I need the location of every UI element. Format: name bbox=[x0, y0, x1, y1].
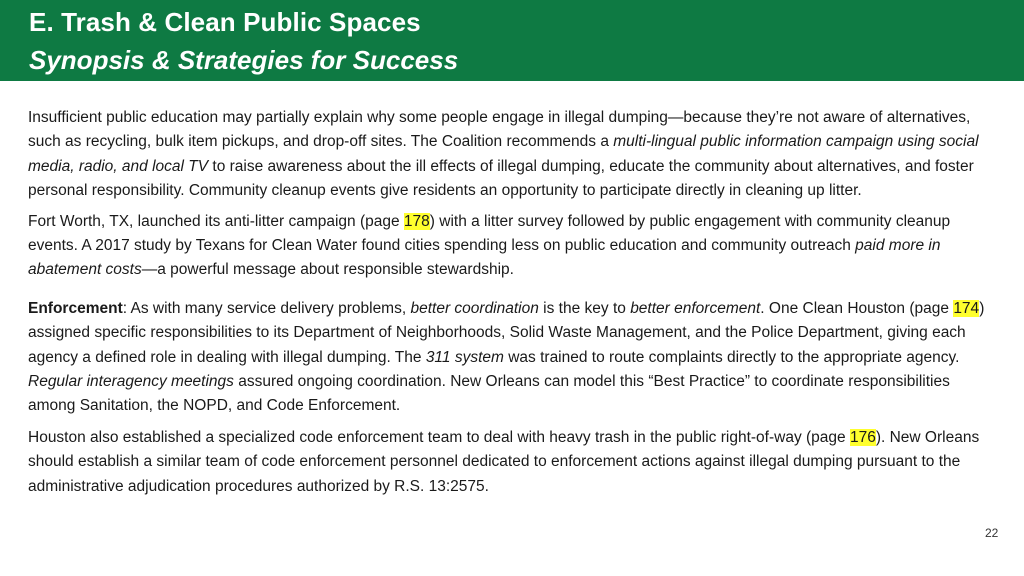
text-run: ). New Orleans should establish a similar team of code enforcement personnel dedicated to enforcement actions against illegal dumping pursuant to the administrative adjudication procedures authorized by R.S. 13:2575. bbox=[28, 428, 980, 495]
enforcement-label: Enforcement bbox=[28, 299, 123, 317]
slide-title: E. Trash & Clean Public Spaces bbox=[29, 7, 421, 37]
page-reference-highlight: 174 bbox=[953, 299, 980, 317]
emphasis-311: 311 system bbox=[425, 348, 504, 366]
text-run: —a powerful message about responsible stewardship. bbox=[141, 261, 514, 279]
slide-subtitle: Synopsis & Strategies for Success bbox=[29, 45, 459, 75]
text-run: Houston also established a specialized code enforcement team to deal with heavy trash in the public right-of-way (page bbox=[28, 428, 850, 446]
slide-body bbox=[28, 106, 988, 499]
text-run: . One Clean Houston (page bbox=[760, 299, 954, 317]
paragraph-enforcement bbox=[28, 297, 988, 419]
emphasis-abatement: paid more in abatement costs bbox=[28, 237, 941, 279]
paragraph-fort-worth bbox=[28, 210, 988, 283]
emphasis-meetings: Regular interagency meetings bbox=[28, 373, 234, 391]
text-run: assured ongoing coordination. New Orleans can model this “Best Practice” to coordinate responsibilities among Sanitation, the NOPD, and Code Enforcement. bbox=[28, 373, 950, 415]
title-banner bbox=[0, 0, 1024, 81]
page-number: 22 bbox=[985, 526, 999, 540]
text-run: Fort Worth, TX, launched its anti-litter campaign (page bbox=[28, 212, 404, 230]
text-run: ) assigned specific responsibilities to its Department of Neighborhoods, Solid Waste Management, and the Police Department, giving each agency a defined role in dealing with illegal dumping. The bbox=[28, 299, 985, 366]
emphasis-campaign: multi-lingual public information campaign using social media, radio, and local TV bbox=[28, 133, 979, 175]
emphasis-coordination: better coordination bbox=[410, 299, 539, 317]
emphasis-enforcement: better enforcement bbox=[630, 299, 761, 317]
text-run: was trained to route complaints directly to the appropriate agency. bbox=[503, 348, 960, 366]
text-run: ) with a litter survey followed by public engagement with community cleanup events. A 2017 study by Texans for Clean Water found cities spending less on public education and community outreach bbox=[28, 212, 951, 255]
text-run: Insufficient public education may partially explain why some people engage in illegal dumping—because they’re not aware of alternatives, such as recycling, bulk item pickups, and drop-off sites. The Coalition recommends a bbox=[28, 109, 971, 151]
text-run: is the key to bbox=[538, 299, 631, 317]
page-reference-highlight: 178 bbox=[403, 212, 430, 230]
text-run: to raise awareness about the ill effects of illegal dumping, educate the community about alternatives, and foster personal responsibility. Community cleanup events give residents an opportunity to participate directly in cleaning up litter. bbox=[28, 157, 974, 200]
page-reference-highlight: 176 bbox=[849, 428, 876, 446]
text-run: : As with many service delivery problems, bbox=[122, 299, 411, 317]
paragraph-public-education bbox=[28, 106, 988, 204]
paragraph-houston-team bbox=[28, 426, 988, 499]
